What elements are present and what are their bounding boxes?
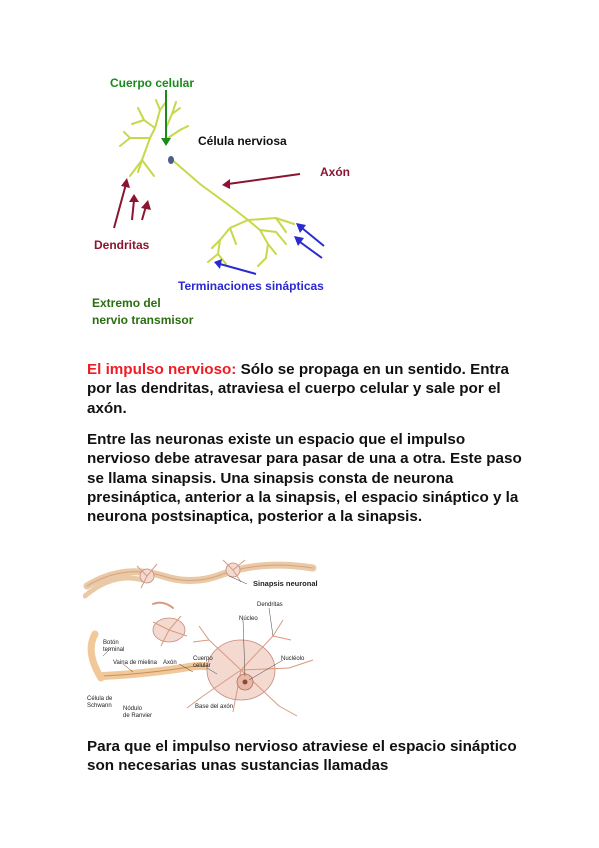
impulso-text: Sólo se propaga en un sentido. Entra por las dendritas, atraviesa el cuerpo celular y sale por el axón.: [87, 361, 509, 417]
impulso-heading: El impulso nervioso:: [87, 361, 237, 378]
label-sinapsis-neuronal: Sinapsis neuronal: [253, 579, 318, 588]
label-cuerpo-celular-2a: Cuerpo: [193, 656, 213, 662]
label-boton-terminal-1: Botón: [103, 640, 119, 646]
label-nodulo-ranvier-1: Nódulo: [123, 706, 143, 712]
label-dendritas-2: Dendritas: [257, 602, 283, 608]
label-boton-terminal-2: terminal: [103, 647, 125, 653]
paragraph-impulso: [87, 360, 527, 418]
label-vaina-mielina: Vaina de mielina: [113, 660, 157, 666]
label-base-axon: Base del axón: [195, 704, 234, 710]
label-extremo-line2: nervio transmisor: [92, 313, 194, 327]
synapse-illustration: [83, 556, 333, 724]
label-axon-2: Axón: [163, 660, 177, 666]
label-terminaciones-sinapticas: Terminaciones sinápticas: [178, 279, 324, 293]
label-cuerpo-celular: Cuerpo celular: [110, 76, 195, 90]
label-dendritas: Dendritas: [94, 238, 150, 252]
label-celula-nerviosa: Célula nerviosa: [198, 134, 287, 148]
paragraph-sinapsis: Entre las neuronas existe un espacio que el impulso nervioso debe atravesar para pasar de una a otra. Este paso se llama sinapsis. Una sinapsis consta de neurona presináptica, anterior a la sinapsis, el espacio sináptico y la neurona postsinaptica, posterior a la sinapsis.: [87, 431, 522, 526]
label-celula-schwann-1: Célula de: [87, 696, 113, 702]
label-cuerpo-celular-2b: celular: [193, 663, 211, 669]
label-nodulo-ranvier-2: de Ranvier: [123, 713, 153, 719]
label-celula-schwann-2: Schwann: [87, 703, 112, 709]
paragraph-sustancias: Para que el impulso nervioso atraviese el espacio sináptico son necesarias unas sustancias llamadas: [87, 738, 517, 775]
label-extremo-line1: Extremo del: [92, 296, 161, 310]
label-nucleo: Núcleo: [239, 616, 258, 622]
label-nucleolo: Nucléolo: [281, 656, 305, 662]
label-axon: Axón: [320, 165, 350, 179]
neuron-diagram: [80, 68, 380, 330]
